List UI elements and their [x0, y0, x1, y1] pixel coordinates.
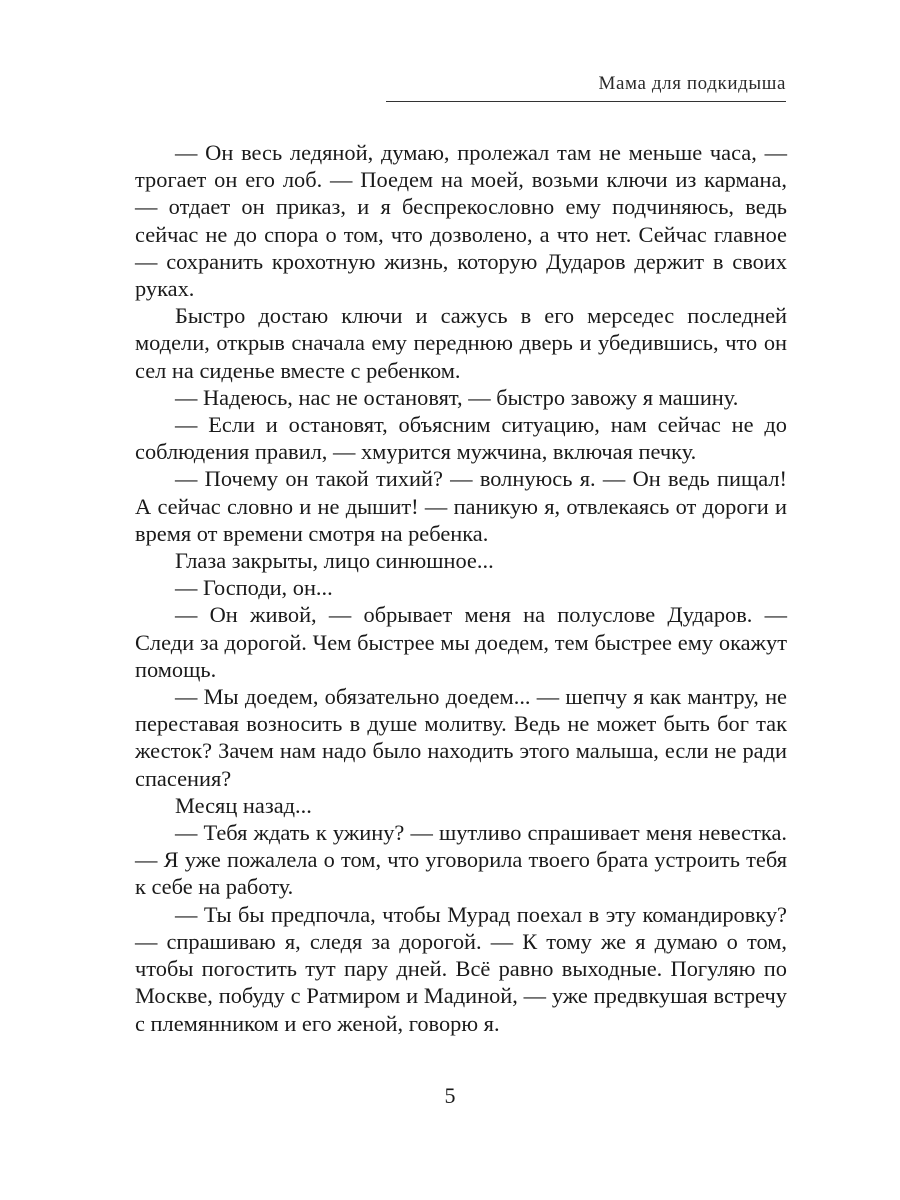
page-number: 5	[444, 1083, 456, 1108]
paragraph: Глаза закрыты, лицо синюшное...	[175, 548, 494, 574]
paragraph: — Господи, он...	[175, 575, 333, 601]
paragraph: Месяц назад...	[175, 792, 312, 818]
paragraph: — Надеюсь, нас не остановят, — быстро завожу я машину.	[175, 384, 739, 410]
paragraph: — Если и остановят, объясним ситуацию, нам сейчас не до соблюдения правил, — хмурится мужчина, включая печку.	[135, 412, 787, 465]
body-text	[135, 139, 787, 1037]
running-header: Мама для подкидыша	[598, 73, 786, 94]
paragraph: — Мы доедем, обязательно доедем... — шепчу я как мантру, не переставая возносить в душе молитву. Ведь не может быть бог так жесток? Зачем нам надо было находить этого малыша, если не ради спасения?	[135, 684, 787, 791]
paragraph: Быстро достаю ключи и сажусь в его мерседес последней модели, открыв сначала ему переднюю дверь и убедившись, что он сел на сиденье вместе с ребенком.	[135, 303, 787, 383]
paragraph: — Тебя ждать к ужину? — шутливо спрашивает меня невестка. — Я уже пожалела о том, что уговорила твоего брата устроить тебя к себе на работу.	[135, 820, 787, 900]
paragraph: — Он живой, — обрывает меня на полуслове Дударов. — Следи за дорогой. Чем быстрее мы доедем, тем быстрее ему окажут помощь.	[135, 602, 787, 682]
paragraph: — Он весь ледяной, думаю, пролежал там не меньше часа, — трогает он его лоб. — Поедем на моей, возьми ключи из кармана, — отдает он приказ, и я беспрекословно ему подчиняюсь, ведь сейчас не до спора о том, что дозволено, а что нет. Сейчас главное — сохранить крохотную жизнь, которую Дударов держит в своих руках.	[135, 140, 787, 302]
paragraph: — Почему он такой тихий? — волнуюсь я. — Он ведь пищал! А сейчас словно и не дышит! — паникую я, отвлекаясь от дороги и время от времени смотря на ребенка.	[135, 466, 787, 546]
paragraph: — Ты бы предпочла, чтобы Мурад поехал в эту командировку? — спрашиваю я, следя за дорогой. — К тому же я думаю о том, чтобы погостить тут пару дней. Всё равно выходные. Погуляю по Москве, побуду с Ратмиром и Мадиной, — уже предвкушая встречу с племянником и его женой, говорю я.	[135, 901, 787, 1036]
header-rule	[386, 101, 786, 102]
